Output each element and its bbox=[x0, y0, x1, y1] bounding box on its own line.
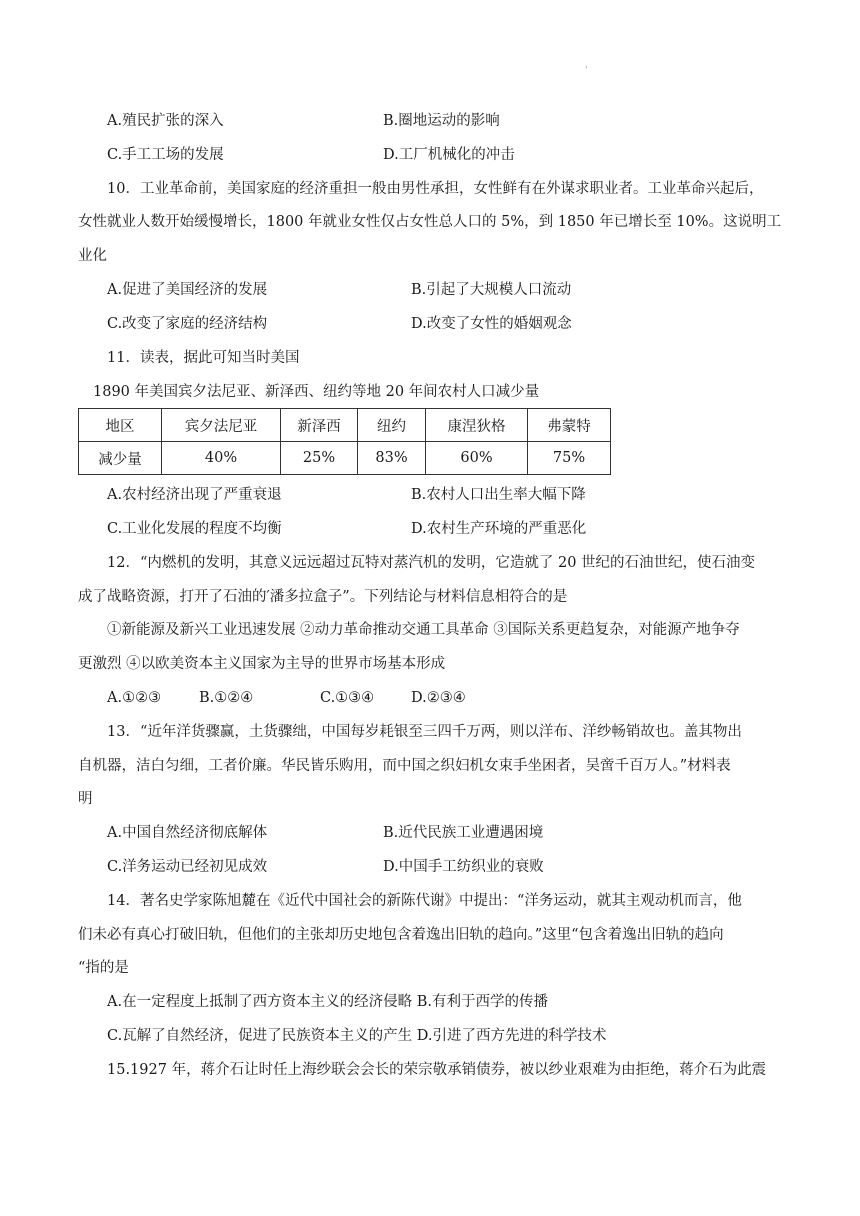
option-c: C.手工工场的发展 bbox=[107, 147, 224, 163]
table-cell: 宾夕法尼亚 bbox=[162, 409, 281, 442]
q10-stem-1: 10．工业革命前，美国家庭的经济重担一般由男性承担，女性鲜有在外谋求职业者。工业革命兴起后， bbox=[107, 181, 764, 197]
q15-stem-1: 15.1927 年，蒋介石让时任上海纱联会会长的荣宗敬承销债券，被以纱业艰难为由拒绝，蒋介石为此震 bbox=[107, 1062, 767, 1078]
table-row bbox=[79, 442, 611, 475]
table-cell: 25% bbox=[281, 442, 358, 475]
q12-stem-1: 12．“内燃机的发明，其意义远远超过瓦特对蒸汽机的发明，它造就了 20 世纪的石油世纪，使石油变 bbox=[107, 555, 756, 571]
option-a: A.殖民扩张的深入 bbox=[107, 113, 224, 129]
q11-table-caption: 1890 年美国宾夕法尼亚、新泽西、纽约等地 20 年间农村人口减少量 bbox=[93, 384, 540, 400]
q12-stem-2: 成了战略资源，打开了石油的′潘多拉盒子”。下列结论与材料信息相符合的是 bbox=[78, 589, 568, 605]
q10-stem-2: 女性就业人数开始缓慢增长，1800 年就业女性仅占女性总人口的 5%，到 1850 年已增长至 10%。这说明工 bbox=[78, 214, 782, 230]
table-header-row bbox=[79, 409, 611, 442]
table-cell: 地区 bbox=[79, 409, 162, 442]
q13-stem-2: 自机器，洁白匀细，工者价廉。华民皆乐购用，而中国之织妇机女束手坐困者，吴啻千百万人。”材料表 bbox=[78, 758, 731, 774]
q14-stem-2: 们未必有真心打破旧轨，但他们的主张却历史地包含着逸出旧轨的趋向。”这里“包含着逸出旧轨的趋向 bbox=[78, 927, 724, 943]
q12-option-a: A.①②③ bbox=[107, 690, 162, 706]
q10-option-c: C.改变了家庭的经济结构 bbox=[107, 316, 268, 332]
page-mark: ' bbox=[585, 66, 588, 76]
q10-option-b: B.引起了大规模人口流动 bbox=[411, 282, 572, 298]
table-cell: 60% bbox=[426, 442, 528, 475]
table-cell: 40% bbox=[162, 442, 281, 475]
q14-stem-1: 14．著名史学家陈旭麓在《近代中国社会的新陈代谢》中提出：“洋务运动，就其主观动机而言，他 bbox=[107, 893, 742, 909]
q12-stem-4: 更激烈 ④以欧美资本主义国家为主导的世界市场基本形成 bbox=[78, 656, 446, 672]
table-cell: 纽约 bbox=[358, 409, 426, 442]
q10-option-a: A.促进了美国经济的发展 bbox=[107, 282, 268, 298]
q11-option-a: A.农村经济出现了严重衰退 bbox=[107, 487, 282, 503]
q13-option-d: D.中国手工纺织业的衰败 bbox=[383, 859, 544, 875]
q12-option-b: B.①②④ bbox=[199, 690, 254, 706]
q11-option-d: D.农村生产环境的严重恶化 bbox=[411, 521, 587, 537]
table-cell: 减少量 bbox=[79, 442, 162, 475]
q12-stem-3: ①新能源及新兴工业迅速发展 ②动力革命推动交通工具革命 ③国际关系更趋复杂，对能源产地争夺 bbox=[107, 622, 740, 638]
q11-option-c: C.工业化发展的程度不均衡 bbox=[107, 521, 282, 537]
q14-options-cd: C.瓦解了自然经济，促进了民族资本主义的产生 D.引进了西方先进的科学技术 bbox=[107, 1028, 607, 1044]
q10-stem-3: 业化 bbox=[78, 248, 107, 264]
q11-option-b: B.农村人口出生率大幅下降 bbox=[411, 487, 586, 503]
option-d: D.工厂机械化的冲击 bbox=[383, 147, 515, 163]
table-cell: 75% bbox=[528, 442, 611, 475]
option-b: B.圈地运动的影响 bbox=[383, 113, 500, 129]
q13-stem-3: 明 bbox=[78, 791, 93, 807]
q14-stem-3: “指的是 bbox=[78, 960, 129, 976]
q13-option-a: A.中国自然经济彻底解体 bbox=[107, 825, 268, 841]
q13-option-b: B.近代民族工业遭遇困境 bbox=[383, 825, 544, 841]
q11-stem: 11．读表，据此可知当时美国 bbox=[107, 350, 300, 366]
q12-option-c: C.①③④ bbox=[320, 690, 375, 706]
population-table bbox=[78, 408, 611, 475]
q13-stem-1: 13．“近年洋货骤赢，土货骤绌，中国每岁耗银至三四千万两，则以洋布、洋纱畅销故也。盖其物出 bbox=[107, 724, 742, 740]
q12-option-d: D.②③④ bbox=[411, 690, 466, 706]
table-cell: 弗蒙特 bbox=[528, 409, 611, 442]
table-cell: 83% bbox=[358, 442, 426, 475]
q10-option-d: D.改变了女性的婚姻观念 bbox=[411, 316, 572, 332]
table-cell: 康涅狄格 bbox=[426, 409, 528, 442]
table-cell: 新泽西 bbox=[281, 409, 358, 442]
q13-option-c: C.洋务运动已经初见成效 bbox=[107, 859, 268, 875]
q14-options-ab: A.在一定程度上抵制了西方资本主义的经济侵略 B.有利于西学的传播 bbox=[107, 994, 548, 1010]
